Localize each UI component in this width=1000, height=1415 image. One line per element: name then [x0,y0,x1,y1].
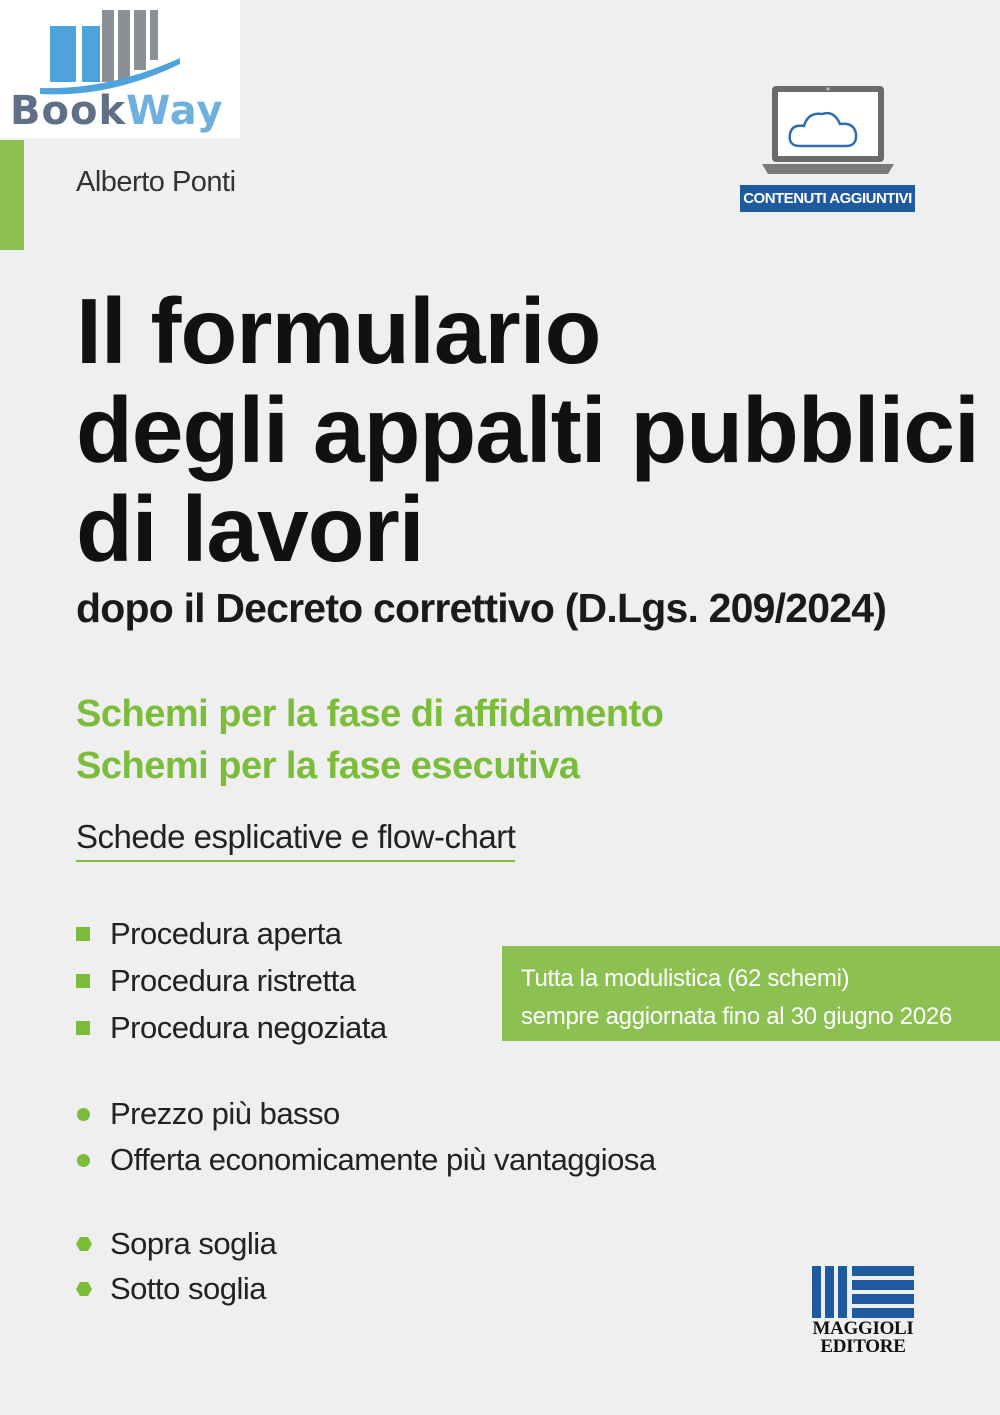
bookway-watermark [0,0,240,138]
list-item: Procedura negoziata [76,1006,387,1053]
procedure-list [76,912,387,1053]
publisher-logo [810,1266,916,1356]
maggioli-logo-icon [810,1266,916,1318]
box-line-2: sempre aggiornata fino al 30 giugno 2026 [521,1003,952,1030]
list-item: Prezzo più basso [76,1092,656,1138]
list-item: Procedura ristretta [76,959,387,1006]
hexagon-bullet-icon [76,1237,92,1251]
box-line-1: Tutta la modulistica (62 schemi) [521,965,850,992]
schede-heading: Schede esplicative e flow-chart [76,818,515,862]
list-item: Sopra soglia [76,1222,276,1267]
highlight-line-2: Schemi per la fase esecutiva [76,745,580,787]
modulistica-box [502,946,1000,1041]
contenuti-aggiuntivi-badge: CONTENUTI AGGIUNTIVI [740,185,915,212]
green-accent-strip [0,140,24,250]
hexagon-bullet-icon [76,1282,92,1296]
publisher-name: MAGGIOLI EDITORE [812,1318,914,1357]
book-title [76,279,979,581]
round-bullet-icon [77,1108,90,1121]
highlight-headings [76,688,663,792]
title-line-1: Il formulario [76,279,601,383]
square-bullet-icon [76,927,90,941]
title-line-2: degli appalti pubblici [76,378,979,482]
square-bullet-icon [76,1021,90,1035]
criteria-list [76,1092,656,1184]
square-bullet-icon [76,974,90,988]
cloud-laptop-icon [760,84,900,189]
bookway-wordmark: BookWay [10,88,224,134]
book-subtitle: dopo il Decreto correttivo (D.Lgs. 209/2024) [76,585,887,631]
round-bullet-icon [77,1154,90,1167]
bookway-logo-icon [30,6,180,96]
list-item: Procedura aperta [76,912,387,959]
threshold-list [76,1222,276,1312]
list-item: Offerta economicamente più vantaggiosa [76,1138,656,1184]
highlight-line-1: Schemi per la fase di affidamento [76,693,664,735]
list-item: Sotto soglia [76,1267,276,1312]
author-name: Alberto Ponti [76,166,236,198]
title-line-3: di lavori [76,477,424,581]
